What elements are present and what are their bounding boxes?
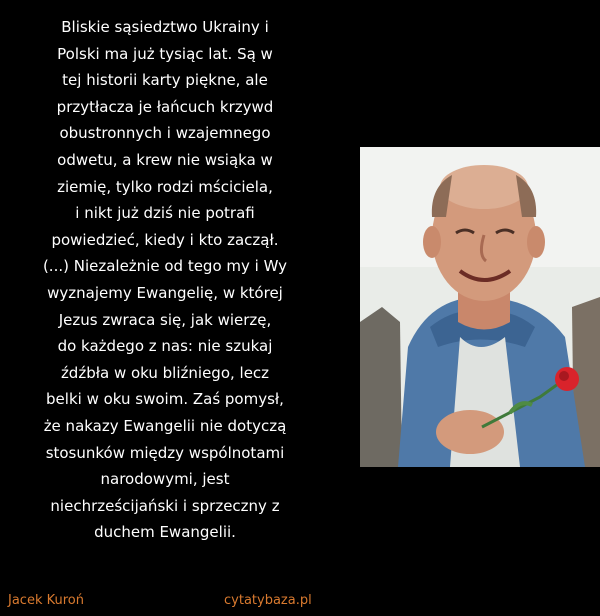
quote-line: belki w oku swoim. Zaś pomysł, <box>46 390 284 409</box>
quote-line: wyznajemy Ewangelię, w której <box>47 283 283 302</box>
quote-line: i nikt już dziś nie potrafi <box>75 204 255 223</box>
quote-line: narodowymi, jest <box>100 470 230 489</box>
quote-line: źdźbła w oku bliźniego, lecz <box>60 363 270 382</box>
quote-line: przytłacza je łańcuch krzywd <box>56 97 274 116</box>
quote-line: Jezus zwraca się, jak wierzę, <box>58 310 272 329</box>
quote-line: (...) Niezależnie od tego my i Wy <box>42 257 288 276</box>
forehead-highlight <box>440 165 528 209</box>
quote-line: niechrześcijański i sprzeczny z <box>50 496 280 515</box>
quote-line: że nakazy Ewangelii nie dotyczą <box>43 416 287 435</box>
quote-line: Bliskie sąsiedztwo Ukrainy i <box>61 18 269 36</box>
author-link[interactable]: Jacek Kuroń <box>8 593 84 608</box>
quote-line: odwetu, a krew nie wsiąka w <box>57 150 273 169</box>
quote-line: tej historii karty piękne, ale <box>62 71 268 90</box>
site-link[interactable]: cytatybaza.pl <box>224 593 312 608</box>
quote-text <box>10 14 320 546</box>
quote-line: duchem Ewangelii. <box>94 523 236 542</box>
ear-left <box>423 226 441 258</box>
quote-line: ziemię, tylko rodzi mściciela, <box>57 177 273 196</box>
quote-line: Polski ma już tysiąc lat. Są w <box>57 44 273 63</box>
quote-line: obustronnych i wzajemnego <box>59 124 271 143</box>
author-photo <box>360 147 600 467</box>
hand <box>436 410 504 454</box>
background-figure <box>360 307 402 467</box>
rose-center <box>559 371 569 381</box>
quote-line: stosunków między wspólnotami <box>45 443 285 462</box>
quote-line: do każdego z nas: nie szukaj <box>57 337 273 356</box>
ear-right <box>527 226 545 258</box>
quote-line: powiedzieć, kiedy i kto zaczął. <box>51 230 279 249</box>
